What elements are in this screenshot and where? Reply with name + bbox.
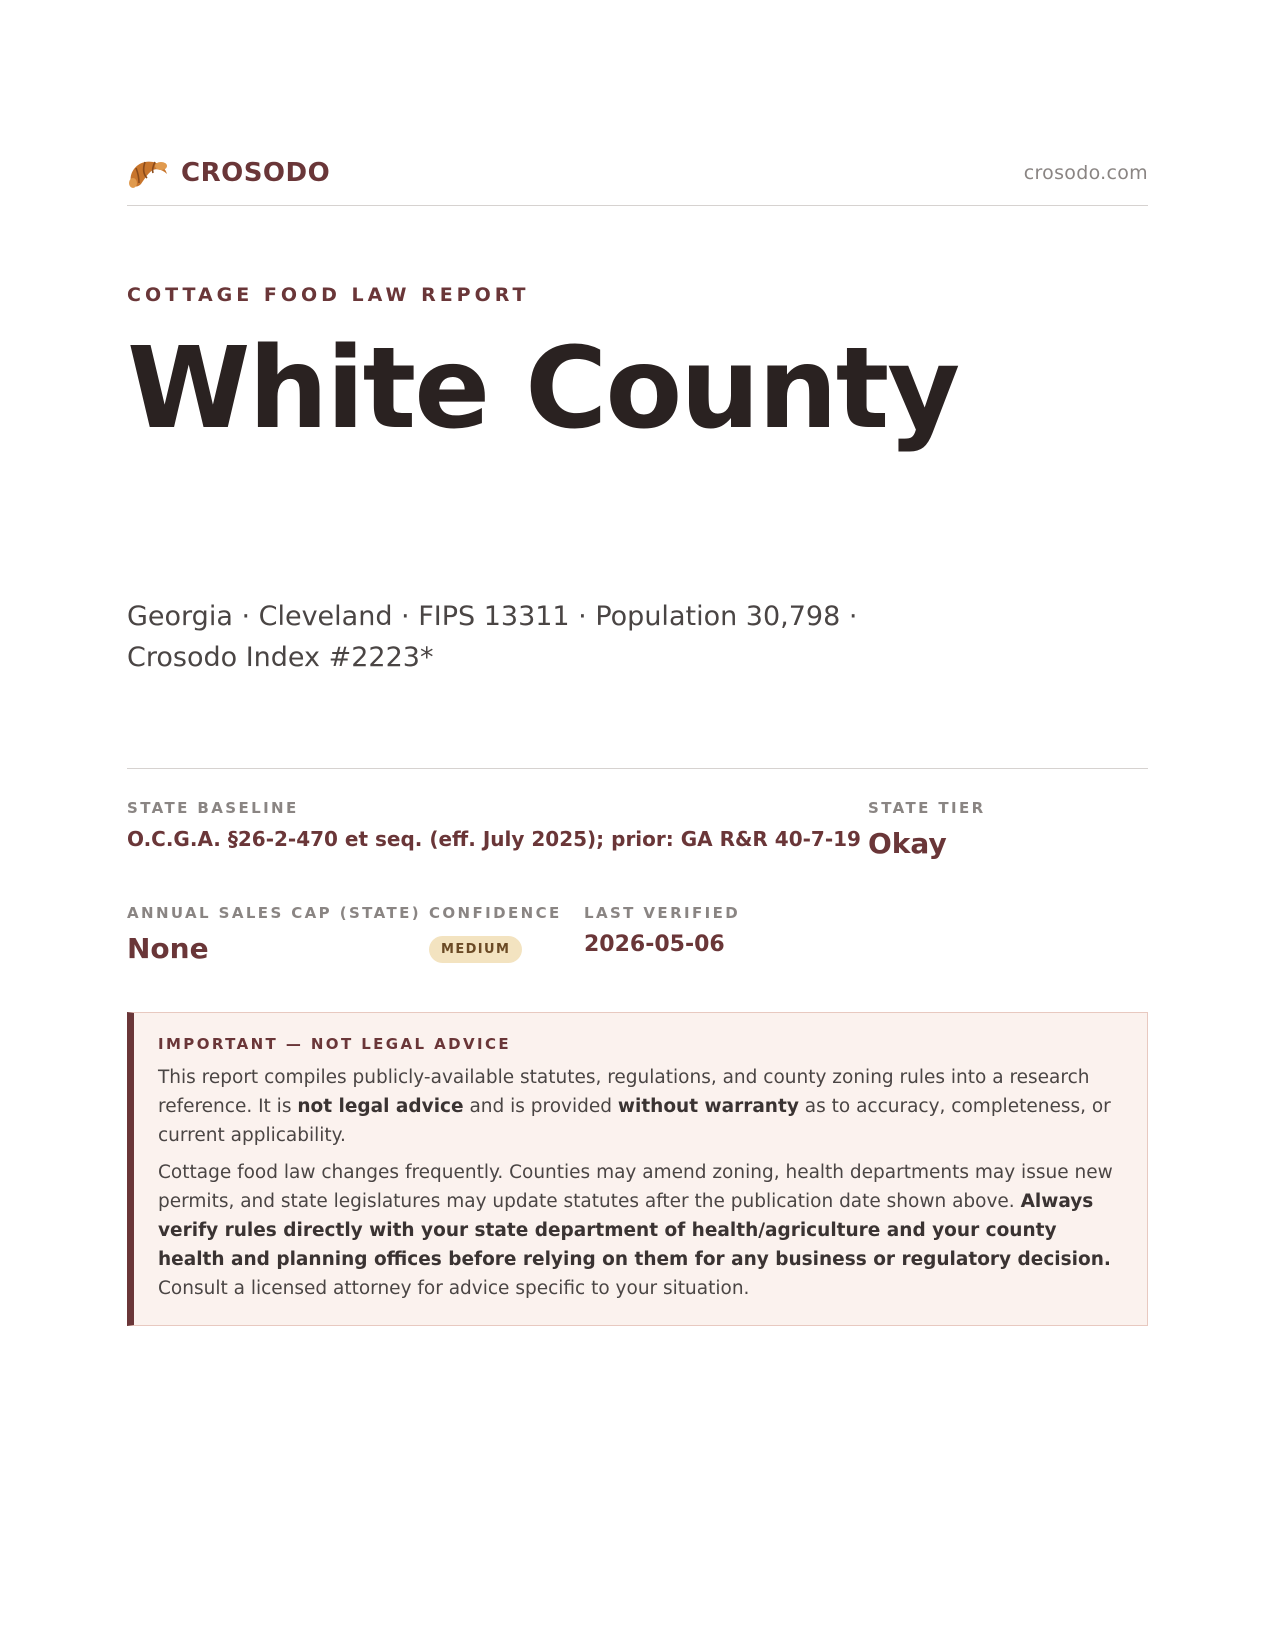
notice-text: Consult a licensed attorney for advice specific to your situation.: [158, 1278, 750, 1299]
sales-cap-field: [127, 904, 421, 965]
info-row-1: [127, 799, 1148, 904]
legal-notice-box: [127, 1012, 1148, 1326]
croissant-icon: [127, 154, 169, 192]
notice-title: IMPORTANT — NOT LEGAL ADVICE: [158, 1035, 512, 1053]
notice-text: Cottage food law changes frequently. Counties may amend zoning, health departments may issue new permits, and state legislatures may update statutes after the publication date shown above.: [158, 1162, 1113, 1212]
state-baseline-field: [127, 799, 861, 851]
state-tier-label: STATE TIER: [868, 799, 986, 817]
notice-bold-text: without warranty: [617, 1096, 799, 1117]
confidence-label: CONFIDENCE: [429, 904, 562, 922]
info-row-2: [127, 904, 1148, 994]
state-baseline-value: O.C.G.A. §26-2-470 et seq. (eff. July 2025); prior: GA R&R 40-7-19: [127, 827, 861, 851]
brand: [127, 154, 330, 192]
state-tier-value: Okay: [868, 827, 947, 860]
notice-paragraph-2: [158, 1158, 1121, 1303]
last-verified-label: LAST VERIFIED: [584, 904, 741, 922]
site-url-link[interactable]: crosodo.com: [1023, 161, 1148, 184]
state-tier-field: [868, 799, 986, 860]
report-page: [127, 150, 1148, 1326]
county-meta-line: Georgia · Cleveland · FIPS 13311 · Population 30,798 · Crosodo Index #2223*: [127, 601, 858, 673]
notice-paragraph-1: [158, 1063, 1121, 1150]
notice-text: and is provided: [463, 1096, 618, 1117]
last-verified-value: 2026-05-06: [584, 932, 725, 957]
notice-bold-text: not legal advice: [297, 1096, 464, 1117]
page-title: White County: [127, 324, 959, 454]
section-divider: [127, 768, 1148, 769]
notice-bold-text: Always verify rules directly with your state department of health/agriculture and your county health and planning offices before relying on them for any business or regulatory decision.: [158, 1191, 1111, 1270]
confidence-field: [429, 904, 562, 963]
notice-text: This report compiles publicly-available statutes, regulations, and county zoning rules into a research reference. It is: [158, 1067, 1090, 1117]
brand-name[interactable]: CROSODO: [181, 157, 331, 188]
confidence-badge: MEDIUM: [429, 936, 522, 963]
page-header: [127, 150, 1148, 206]
state-baseline-label: STATE BASELINE: [127, 799, 299, 817]
report-eyebrow: COTTAGE FOOD LAW REPORT: [127, 284, 530, 306]
last-verified-field: [584, 904, 740, 957]
sales-cap-label: ANNUAL SALES CAP (STATE): [127, 904, 422, 922]
sales-cap-value: None: [127, 932, 209, 965]
notice-text: as to accuracy, completeness, or current applicability.: [158, 1096, 1111, 1146]
